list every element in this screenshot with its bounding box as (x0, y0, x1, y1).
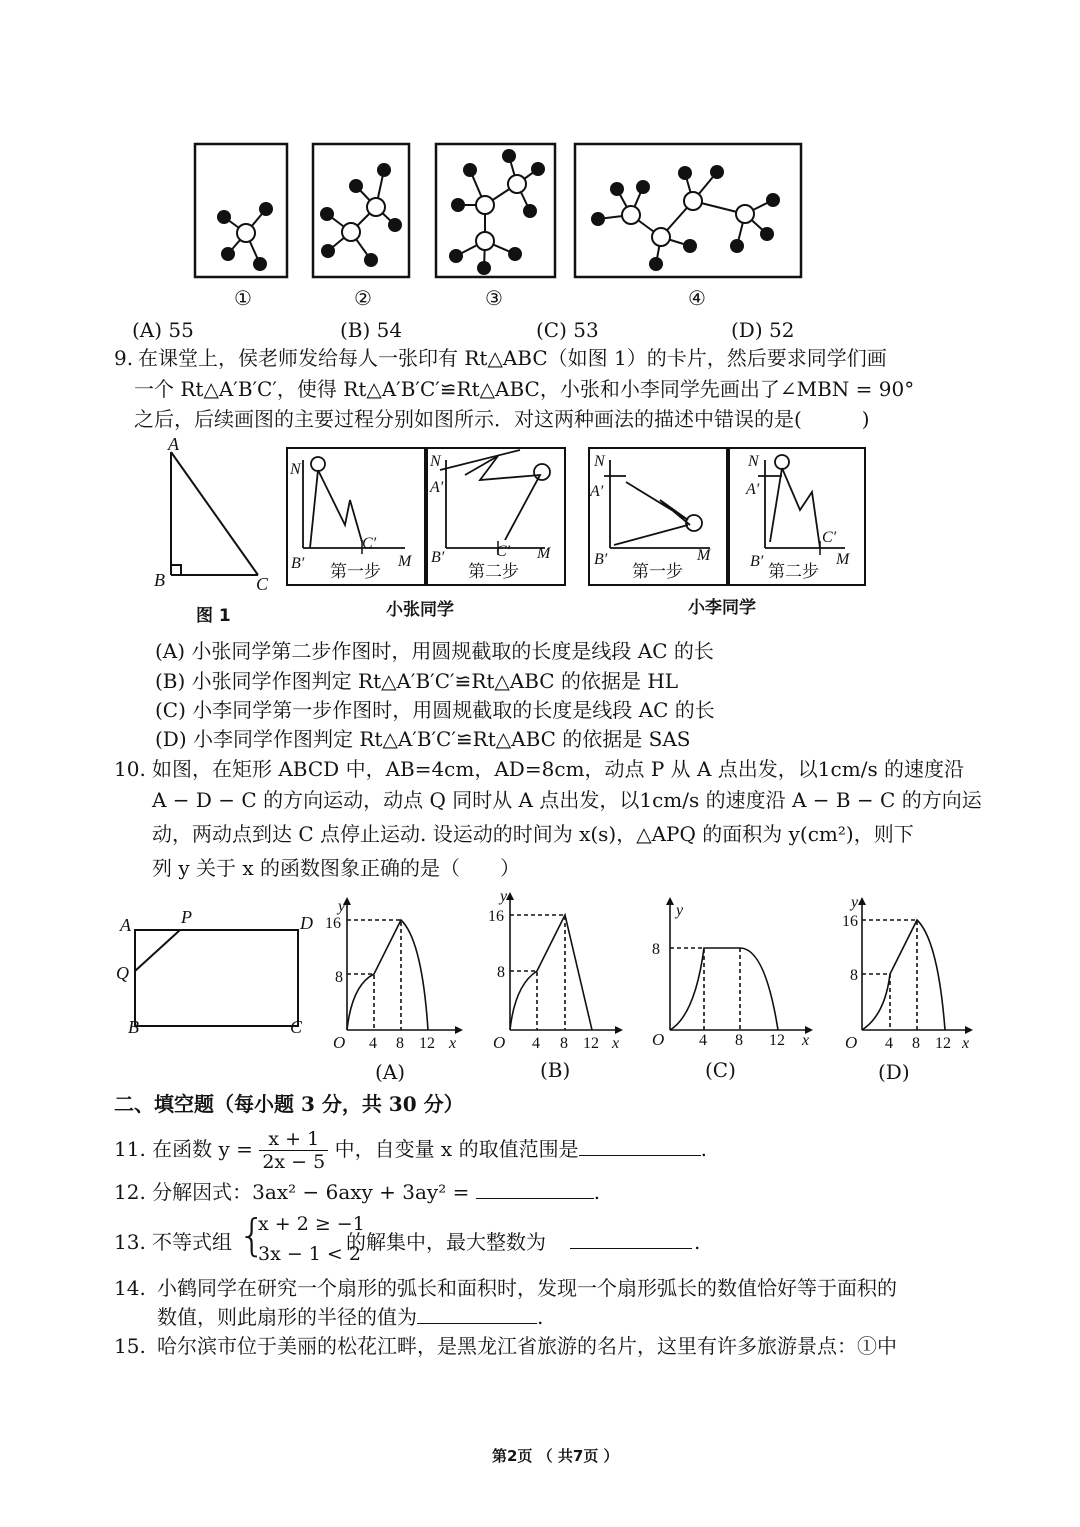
svg-text:B′: B′ (431, 549, 445, 566)
q9-option-a[interactable]: (A) 小张同学第二步作图时，用圆规截取的长度是线段 AC 的长 (155, 639, 714, 663)
svg-text:8: 8 (497, 964, 505, 981)
svg-text:M: M (836, 551, 850, 568)
q13-pre: 不等式组 (152, 1230, 232, 1254)
zhang-caption: 小张同学 (386, 600, 454, 620)
svg-text:N: N (594, 453, 605, 470)
svg-text:O: O (333, 1033, 346, 1052)
svg-text:12: 12 (935, 1035, 951, 1052)
svg-text:C′: C′ (822, 529, 837, 546)
svg-text:N: N (290, 461, 301, 478)
q10-line-1: 如图，在矩形 ABCD 中，AB=4cm，AD=8cm，动点 P 从 A 点出发，以1cm/s 的速度沿 (152, 757, 965, 781)
svg-text:12: 12 (583, 1035, 599, 1052)
q9-line-1: 在课堂上，侯老师发给每人一张印有 Rt△ABC（如图 1）的卡片，然后要求同学们画 (138, 346, 887, 370)
svg-text:y: y (338, 898, 346, 915)
q10-line-2: A − D − C 的方向运动，动点 Q 同时从 A 点出发，以1cm/s 的速度沿 A − B − C 的方向运 (152, 788, 982, 812)
svg-text:M: M (398, 553, 412, 570)
q11-pre: 在函数 y = (152, 1137, 253, 1161)
q14-line-2-text: 数值，则此扇形的半径的值为 (157, 1305, 417, 1329)
q8-figures (0, 0, 1080, 320)
q8-label-3: ③ (485, 286, 503, 310)
q9-line-3: 之后，后续画图的主要过程分别如图所示．对这两种画法的描述中错误的是( ) (134, 407, 870, 431)
svg-text:16: 16 (842, 913, 858, 930)
q8-option-d[interactable]: (D) 52 (731, 318, 795, 342)
svg-text:8: 8 (396, 1035, 404, 1052)
svg-text:A: A (168, 434, 179, 454)
svg-text:B′: B′ (594, 551, 608, 568)
svg-text:x: x (802, 1032, 810, 1049)
q11-fraction (259, 1128, 328, 1173)
li-step2-label: 第二步 (768, 562, 819, 582)
zhang-step1-label: 第一步 (330, 562, 381, 582)
svg-text:4: 4 (369, 1035, 377, 1052)
q8-label-4: ④ (688, 286, 706, 310)
svg-text:16: 16 (325, 915, 341, 932)
q13-number: 13. (114, 1230, 146, 1254)
q8-box-4 (575, 144, 801, 277)
q12: 12. 分解因式：3ax² − 6axy + 3ay² = . (114, 1180, 601, 1204)
fig1-caption: 图 1 (196, 606, 231, 626)
q8-label-2: ② (354, 286, 372, 310)
q15-line-1: 哈尔滨市位于美丽的松花江畔，是黑龙江省旅游的名片，这里有许多旅游景点：①中 (157, 1334, 897, 1358)
q13-answer-blank[interactable] (570, 1230, 692, 1249)
svg-text:M: M (697, 547, 711, 564)
q11-number: 11. (114, 1137, 146, 1161)
q10-graph-d-label[interactable]: (D) (878, 1060, 910, 1084)
svg-text:y: y (851, 894, 859, 911)
svg-text:8: 8 (912, 1035, 920, 1052)
svg-text:C: C (290, 1017, 303, 1037)
li-caption: 小李同学 (688, 598, 756, 618)
svg-text:8: 8 (735, 1032, 743, 1049)
svg-text:12: 12 (769, 1032, 785, 1049)
q9-line-2: 一个 Rt△A′B′C′，使得 Rt△A′B′C′≌Rt△ABC，小张和小李同学先画出了∠MBN = 90° (134, 377, 915, 401)
q12-text: 分解因式：3ax² − 6axy + 3ay² = (152, 1180, 470, 1204)
svg-text:B: B (128, 1017, 139, 1037)
svg-text:O: O (845, 1033, 858, 1052)
q12-answer-blank[interactable] (476, 1180, 594, 1199)
q11-post: 中，自变量 x 的取值范围是 (334, 1137, 579, 1161)
q12-number: 12. (114, 1180, 146, 1204)
q8-atom (237, 224, 255, 242)
q9-option-c[interactable]: (C) 小李同学第一步作图时，用圆规截取的长度是线段 AC 的长 (155, 698, 715, 722)
q14-number: 14. (114, 1276, 146, 1300)
q11: 11. 在函数 y = $\frac{x + 1}{2x - 5}$ 中，自变量 x 的取值范围是 . (114, 1128, 707, 1173)
svg-text:8: 8 (335, 969, 343, 986)
q11-answer-blank[interactable] (579, 1137, 701, 1156)
q8-option-c[interactable]: (C) 53 (536, 318, 599, 342)
q13-inequality-1: x + 2 ≥ −1 (258, 1213, 365, 1235)
q8-box-1 (195, 144, 287, 277)
svg-text:8: 8 (560, 1035, 568, 1052)
q8-option-b[interactable]: (B) 54 (340, 318, 403, 342)
svg-text:N: N (430, 453, 441, 470)
svg-text:C′: C′ (496, 543, 511, 560)
svg-text:C: C (256, 574, 269, 594)
section-2-title: 二、填空题（每小题 3 分，共 30 分） (114, 1092, 464, 1116)
svg-text:16: 16 (488, 908, 504, 925)
svg-text:A: A (120, 915, 131, 935)
svg-text:Q: Q (116, 963, 129, 983)
q9-option-b[interactable]: (B) 小张同学作图判定 Rt△A′B′C′≌Rt△ABC 的依据是 HL (155, 669, 679, 693)
svg-text:M: M (537, 545, 551, 562)
svg-text:C′: C′ (362, 535, 377, 552)
svg-text:4: 4 (699, 1032, 707, 1049)
svg-text:O: O (493, 1033, 506, 1052)
svg-text:O: O (652, 1030, 665, 1049)
q13-brace: { (238, 1210, 266, 1261)
q13-inequality-2: 3x − 1 < 2 (258, 1243, 361, 1265)
svg-text:A′: A′ (590, 483, 604, 500)
svg-text:x: x (449, 1035, 457, 1052)
svg-text:y: y (500, 888, 508, 905)
q10-graph-b-label[interactable]: (B) (540, 1058, 571, 1082)
q10-graph-a-label[interactable]: (A) (375, 1060, 406, 1084)
q11-numerator: x + 1 (259, 1128, 328, 1151)
page-footer: 第2页 （ 共7页 ） (492, 1447, 619, 1465)
svg-text:x: x (612, 1035, 620, 1052)
q8-option-a[interactable]: (A) 55 (132, 318, 194, 342)
svg-text:4: 4 (532, 1035, 540, 1052)
q9-figures (0, 430, 1080, 630)
q10-graph-c-label[interactable]: (C) (705, 1058, 736, 1082)
svg-text:y: y (676, 902, 684, 919)
q14-line-1: 小鹤同学在研究一个扇形的弧长和面积时，发现一个扇形弧长的数值恰好等于面积的 (157, 1276, 897, 1300)
svg-text:4: 4 (885, 1035, 893, 1052)
zhang-step2-label: 第二步 (468, 562, 519, 582)
q10-line-4: 列 y 关于 x 的函数图象正确的是（ ） (152, 856, 521, 880)
q11-denominator: 2x − 5 (262, 1151, 326, 1173)
svg-text:12: 12 (419, 1035, 435, 1052)
svg-text:x: x (962, 1035, 970, 1052)
svg-text:D: D (300, 913, 313, 933)
q15-number: 15. (114, 1334, 146, 1358)
q8-label-1: ① (234, 286, 252, 310)
q9-option-d[interactable]: (D) 小李同学作图判定 Rt△A′B′C′≌Rt△ABC 的依据是 SAS (155, 727, 691, 751)
svg-text:B: B (154, 570, 165, 590)
svg-text:N: N (748, 453, 759, 470)
svg-text:A′: A′ (746, 481, 760, 498)
q10-figures (0, 885, 1080, 1085)
q13-post: 的解集中，最大整数为 (346, 1230, 546, 1254)
svg-text:B′: B′ (750, 553, 764, 570)
svg-text:P: P (181, 907, 192, 927)
q14-line-2: 数值，则此扇形的半径的值为 . (157, 1305, 544, 1329)
svg-text:8: 8 (652, 941, 660, 958)
q9-number: 9. (114, 346, 134, 370)
li-step1-label: 第一步 (632, 562, 683, 582)
q10-line-3: 动，两动点到达 C 点停止运动. 设运动的时间为 x(s)，△APQ 的面积为 y(cm²)，则下 (152, 822, 914, 846)
svg-text:B′: B′ (291, 555, 305, 572)
q10-number: 10. (114, 757, 146, 781)
q14-answer-blank[interactable] (417, 1305, 537, 1324)
svg-text:8: 8 (850, 967, 858, 984)
svg-text:A′: A′ (430, 479, 444, 496)
